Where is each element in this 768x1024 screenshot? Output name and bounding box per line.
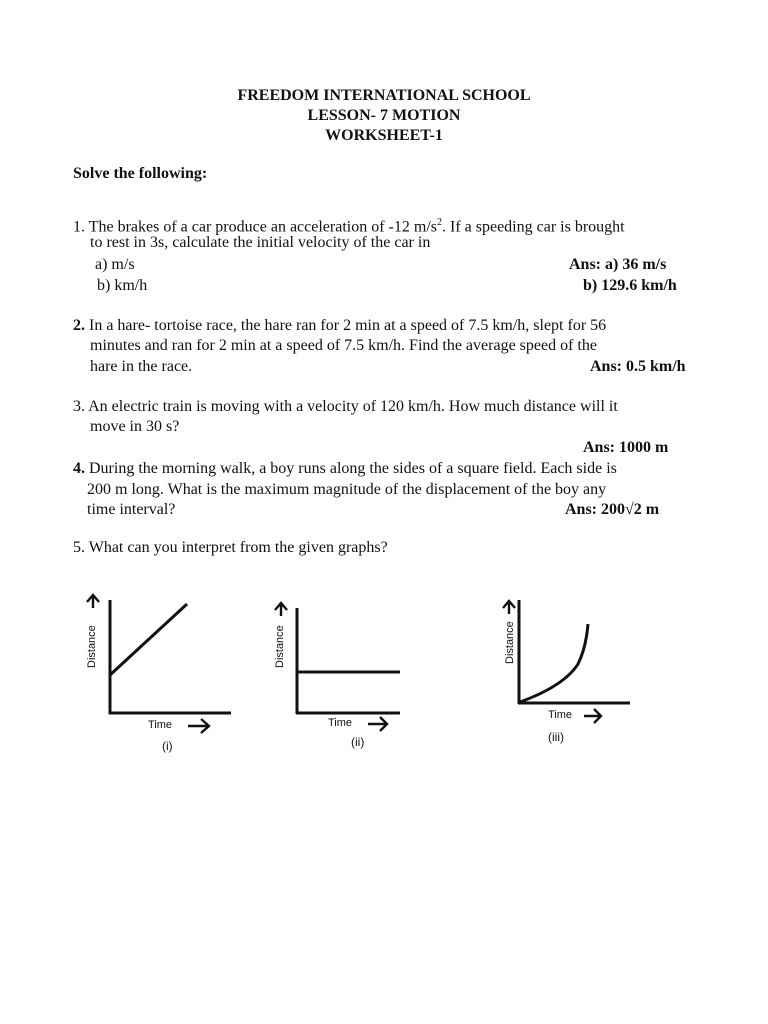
q4-line-3: time interval? <box>87 501 176 518</box>
q1-superscript: 2 <box>436 217 442 228</box>
q2-text: In a hare- tortoise race, the hare ran for 2 min at a speed of 7.5 km/h, slept for 56 <box>85 317 607 334</box>
q1-text-post: . If a speeding car is brought <box>441 218 625 236</box>
graph-ii-right-arrow-icon <box>368 717 387 731</box>
q1-part-a: a) m/s <box>95 256 135 273</box>
graph-i-ylabel: Distance <box>86 625 98 668</box>
graph-iii-up-arrow-icon <box>503 601 515 614</box>
graph-iii <box>494 588 644 758</box>
school-name: FREEDOM INTERNATIONAL SCHOOL <box>237 87 531 104</box>
graph-iii-right-arrow-icon <box>584 709 601 723</box>
q1-answer-b: b) 129.6 km/h <box>583 277 677 294</box>
q3-line-2: move in 30 s? <box>90 418 180 435</box>
graph-iii-curve <box>520 624 588 702</box>
graph-i-caption: (i) <box>162 739 173 753</box>
graph-ii-caption: (ii) <box>351 735 365 749</box>
q1-text-pre: 1. The brakes of a car produce an acceleration of -12 m/s <box>73 218 437 236</box>
q2-line-2: minutes and ran for 2 min at a speed of 7.5 km/h. Find the average speed of the <box>90 337 597 354</box>
q2-line-3: hare in the race. <box>90 358 193 375</box>
graph-iii-xlabel: Time <box>548 709 573 721</box>
q1-line-2: to rest in 3s, calculate the initial velocity of the car in <box>90 234 431 251</box>
q2-number: 2. <box>73 317 85 334</box>
q3-answer: Ans: 1000 m <box>583 439 669 456</box>
graph-i-line <box>110 604 187 675</box>
graph-ii <box>270 588 410 758</box>
lesson-title: LESSON- 7 MOTION <box>307 107 461 124</box>
q2-answer: Ans: 0.5 km/h <box>590 358 686 375</box>
graph-ii-ylabel: Distance <box>274 625 286 668</box>
worksheet-title: WORKSHEET-1 <box>325 127 443 144</box>
q4-number: 4. <box>73 460 85 477</box>
graph-i-up-arrow-icon <box>87 595 99 608</box>
q4-text: During the morning walk, a boy runs along the sides of a square field. Each side is <box>85 460 617 477</box>
q3-line-1: 3. An electric train is moving with a velocity of 120 km/h. How much distance will it <box>73 398 618 415</box>
graph-ii-xlabel: Time <box>328 717 353 729</box>
q1-answer-a: Ans: a) 36 m/s <box>569 256 667 273</box>
graph-iii-svg <box>494 588 644 758</box>
graph-i-right-arrow-icon <box>188 719 209 733</box>
graph-ii-up-arrow-icon <box>275 603 287 616</box>
q4-line-1 <box>73 459 617 479</box>
graph-ii-svg <box>270 588 410 758</box>
instruction-heading: Solve the following: <box>73 165 208 182</box>
graph-i <box>78 588 238 758</box>
q4-answer: Ans: 200√2 m <box>565 501 660 518</box>
q5-line-1: 5. What can you interpret from the given graphs? <box>73 539 388 556</box>
q1-part-b: b) km/h <box>97 277 148 294</box>
graph-iii-caption: (iii) <box>548 730 564 744</box>
graph-i-xlabel: Time <box>148 719 173 731</box>
q2-line-1 <box>73 316 606 336</box>
q4-line-2: 200 m long. What is the maximum magnitude of the displacement of the boy any <box>87 481 607 498</box>
graph-i-svg <box>78 588 238 758</box>
worksheet-header <box>0 86 768 146</box>
graph-iii-ylabel: Distance <box>504 621 516 664</box>
